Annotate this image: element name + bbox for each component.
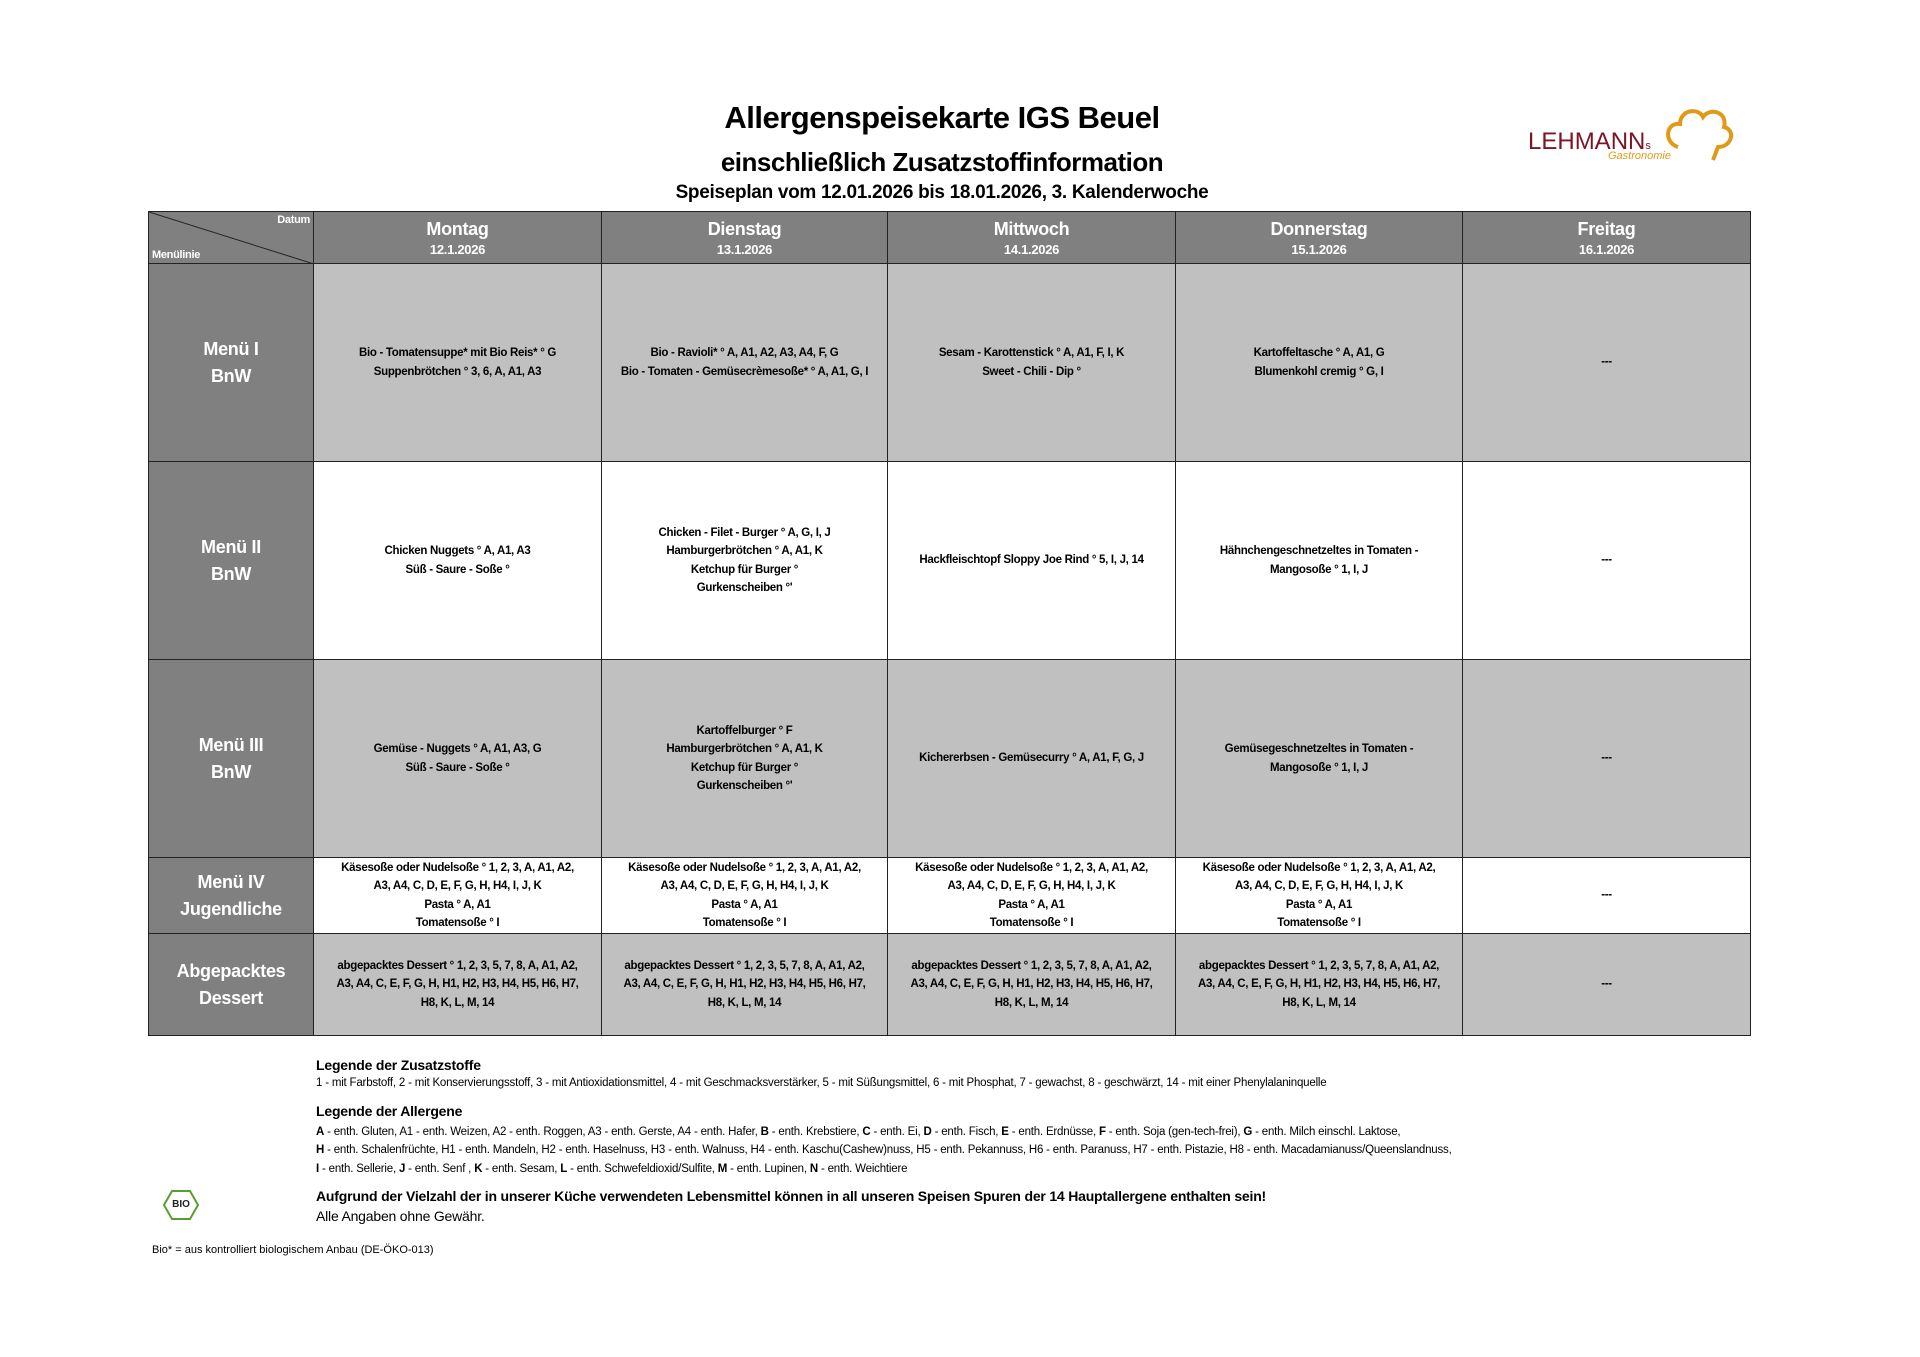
dish-line: --- [1601, 752, 1612, 765]
corner-cell [149, 212, 314, 264]
allergen-line [316, 1160, 1452, 1179]
dish-line: Gemüse - Nuggets ° A, A1, A3, G [373, 743, 542, 755]
additives-legend [316, 1057, 1326, 1089]
dish-line: abgepacktes Dessert ° 1, 2, 3, 5, 7, 8, A, A1, A2, [337, 959, 578, 972]
additives-title: Legende der Zusatzstoffe [316, 1057, 481, 1073]
dish-line: Bio - Tomaten - Gemüsecrèmesoße* ° A, A1, G, I [620, 365, 869, 378]
menu-line-label-text: BnW [210, 365, 252, 386]
menu-row [149, 934, 1751, 1036]
dish-line: A3, A4, C, D, E, F, G, H, H4, I, J, K [660, 880, 829, 892]
allergen-desc: - enth. Milch einschl. Laktose, [1252, 1125, 1401, 1138]
allergen-lines [316, 1123, 1452, 1179]
dish-line: Tomatensoße ° I [989, 917, 1074, 929]
day-date: 13.1.2026 [716, 241, 773, 257]
day-name: Donnerstag [1270, 218, 1368, 239]
dish-line: Ketchup für Burger ° [690, 563, 799, 576]
dish-line: --- [1601, 356, 1612, 369]
dish-line: Süß - Saure - Soße ° [405, 761, 510, 774]
menu-cell [602, 858, 888, 934]
dish-line: Tomatensoße ° I [415, 917, 500, 929]
allergen-code: B [760, 1125, 769, 1138]
allergen-desc: - enth. Lupinen, [727, 1162, 810, 1175]
dish-line: --- [1601, 554, 1612, 567]
dish-line: --- [1601, 889, 1612, 902]
logo-name: LEHMANN [1528, 128, 1646, 155]
day-header-mittwoch [888, 212, 1176, 264]
allergen-desc: - enth. Senf , [405, 1162, 475, 1175]
day-date: 12.1.2026 [429, 241, 486, 257]
menu-line-label-text: Dessert [199, 987, 263, 1008]
allergen-code: C [862, 1125, 871, 1138]
menu-cell [888, 264, 1176, 462]
dish-line: Pasta ° A, A1 [998, 898, 1065, 911]
allergen-desc: - enth. Schalenfrüchte, H1 - enth. Mandeln, H2 - enth. Haselnuss, H3 - enth. Walnuss, H4 - enth. Kaschu(Cashew)nuss, H5 - enth. Pekannuss, H6 - enth. Paranuss, H7 - enth. Pistazie, H8 - enth. Macadamianuss/Queenslandnuss, [324, 1144, 1452, 1156]
day-date: 16.1.2026 [1578, 241, 1635, 257]
dish-line: --- [1601, 978, 1612, 991]
menu-cell [1463, 934, 1751, 1036]
menu-cell [888, 462, 1176, 660]
menu-cell [314, 934, 602, 1036]
dish-line: A3, A4, C, E, F, G, H, H1, H2, H3, H4, H5, H6, H7, [623, 978, 866, 991]
allergen-code: I [316, 1162, 319, 1175]
dish-line: A3, A4, C, D, E, F, G, H, H4, I, J, K [1234, 880, 1404, 892]
menu-cell [314, 462, 602, 660]
menu-row [149, 660, 1751, 858]
dish-line: Tomatensoße ° I [702, 917, 787, 929]
menu-cell [1176, 934, 1463, 1036]
dish-line: Käsesoße oder Nudelsoße ° 1, 2, 3, A, A1, A2, [1202, 861, 1436, 874]
menu-cell [1176, 462, 1463, 660]
dish-line: abgepacktes Dessert ° 1, 2, 3, 5, 7, 8, A, A1, A2, [911, 959, 1152, 972]
allergen-code: L [560, 1162, 568, 1175]
dish-line: Süß - Saure - Soße ° [405, 563, 510, 576]
allergen-code: E [1001, 1125, 1009, 1138]
allergens-legend [316, 1102, 1452, 1178]
allergen-desc: - enth. Ei, [870, 1125, 924, 1138]
menu-cell [1463, 264, 1751, 462]
dish-line: Gurkenscheiben °' [696, 582, 793, 594]
bio-seal [163, 1190, 199, 1225]
day-name: Mittwoch [993, 218, 1070, 239]
dish-line: Ketchup für Burger ° [690, 761, 799, 774]
day-header-donnerstag [1176, 212, 1463, 264]
allergen-desc: - enth. Sellerie, [319, 1162, 399, 1175]
menu-line-label [149, 264, 314, 462]
page-subtitle: einschließlich Zusatzstoffinformation [720, 147, 1164, 177]
menu-line-label-text: BnW [210, 563, 252, 584]
menu-line-label-text: Menü III [198, 734, 264, 755]
bio-footnote: Bio* = aus kontrolliert biologischem Anbau (DE-ÖKO-013) [152, 1244, 434, 1256]
dish-line: Kichererbsen - Gemüsecurry ° A, A1, F, G, J [919, 752, 1144, 765]
dish-line: Hamburgerbrötchen ° A, A1, K [666, 743, 823, 755]
allergen-code: H [316, 1144, 325, 1156]
menu-cell [602, 660, 888, 858]
allergen-desc: - enth. Krebstiere, [768, 1125, 863, 1138]
menu-cell [888, 660, 1176, 858]
dish-line: Hackfleischtopf Sloppy Joe Rind ° 5, I, J, 14 [919, 554, 1144, 567]
menu-line-label [149, 934, 314, 1036]
day-name: Montag [426, 218, 489, 239]
dish-line: Gurkenscheiben °' [696, 780, 793, 792]
allergen-code: F [1098, 1125, 1106, 1138]
dish-line: Blumenkohl cremig ° G, I [1254, 365, 1384, 378]
day-name: Dienstag [707, 218, 782, 239]
day-header-dienstag [602, 212, 888, 264]
menu-cell [602, 934, 888, 1036]
dish-line: Sesam - Karottenstick ° A, A1, F, I, K [938, 347, 1125, 359]
allergen-desc: - enth. Sesam, [482, 1162, 561, 1175]
dish-line: abgepacktes Dessert ° 1, 2, 3, 5, 7, 8, A, A1, A2, [1198, 959, 1440, 972]
allergen-code: A [316, 1125, 325, 1138]
additives-text: 1 - mit Farbstoff, 2 - mit Konservierungsstoff, 3 - mit Antioxidationsmittel, 4 - mit Geschmacksverstärker, 5 - mit Süßungsmittel, 6 - mit Phosphat, 7 - gewachst, 8 - geschwärzt, 14 - mit einer Phenylalaninquelle [316, 1077, 1327, 1089]
allergen-code: J [398, 1162, 406, 1175]
dish-line: Chicken - Filet - Burger ° A, G, I, J [658, 526, 831, 539]
menu-cell [314, 660, 602, 858]
day-date: 15.1.2026 [1291, 241, 1347, 257]
menu-cell [1463, 858, 1751, 934]
menu-line-label [149, 858, 314, 934]
day-header-montag [314, 212, 602, 264]
dish-line: H8, K, L, M, 14 [707, 996, 782, 1009]
dish-line: A3, A4, C, D, E, F, G, H, H4, I, J, K [947, 880, 1116, 892]
allergen-desc: - enth. Erdnüsse, [1008, 1125, 1099, 1138]
dish-line: A3, A4, C, E, F, G, H, H1, H2, H3, H4, H5, H6, H7, [1197, 978, 1441, 991]
dish-line: Pasta ° A, A1 [711, 898, 778, 911]
menu-line-label-text: Menü IV [197, 871, 265, 892]
allergen-desc: - enth. Gluten, A1 - enth. Weizen, A2 - enth. Roggen, A3 - enth. Gerste, A4 - enth. Hafer, [324, 1125, 761, 1138]
dish-line: Tomatensoße ° I [1277, 917, 1361, 929]
dish-line: Mangosoße ° 1, I, J [1270, 563, 1368, 576]
dish-line: H8, K, L, M, 14 [994, 996, 1069, 1009]
menu-line-label-text: BnW [210, 761, 252, 782]
dish-line: Käsesoße oder Nudelsoße ° 1, 2, 3, A, A1, A2, [628, 861, 861, 874]
menu-line-label [149, 660, 314, 858]
period-heading: Speiseplan vom 12.01.2026 bis 18.01.2026, 3. Kalenderwoche [675, 182, 1209, 203]
allergen-code: G [1243, 1125, 1253, 1138]
allergen-code: K [474, 1162, 483, 1175]
dish-line: abgepacktes Dessert ° 1, 2, 3, 5, 7, 8, A, A1, A2, [624, 959, 865, 972]
dish-line: Bio - Tomatensuppe* mit Bio Reis* ° G [358, 347, 557, 359]
dish-line: Hamburgerbrötchen ° A, A1, K [666, 545, 823, 557]
day-name: Freitag [1577, 218, 1636, 239]
menu-line-label-text: Jugendliche [180, 898, 282, 919]
dish-line: Gemüsegeschnetzeltes in Tomaten - [1224, 743, 1414, 755]
menu-line-label-text: Menü I [203, 338, 259, 359]
menu-cell [602, 462, 888, 660]
day-header-freitag [1463, 212, 1751, 264]
allergen-desc: - enth. Fisch, [931, 1125, 1002, 1138]
dish-line: Pasta ° A, A1 [424, 898, 491, 911]
disclaimer: Alle Angaben ohne Gewähr. [316, 1208, 485, 1224]
menu-cell [1463, 660, 1751, 858]
corner-datum: Datum [277, 214, 310, 226]
allergen-line [316, 1141, 1452, 1160]
dish-line: H8, K, L, M, 14 [420, 996, 495, 1009]
dish-line: Kartoffeltasche ° A, A1, G [1253, 347, 1385, 359]
menu-row [149, 462, 1751, 660]
dish-line: A3, A4, C, D, E, F, G, H, H4, I, J, K [373, 880, 542, 892]
dish-line: Suppenbrötchen ° 3, 6, A, A1, A3 [373, 365, 542, 378]
menu-cell [1176, 858, 1463, 934]
allergen-code: D [923, 1125, 932, 1138]
menu-line-label-text: Menü II [201, 536, 261, 557]
menu-line-label [149, 462, 314, 660]
menu-cell [888, 858, 1176, 934]
corner-menulinie: Menülinie [152, 249, 201, 261]
menu-cell [1176, 264, 1463, 462]
menu-cell [314, 858, 602, 934]
svg-text:BIO: BIO [172, 1199, 190, 1210]
dish-line: Chicken Nuggets ° A, A1, A3 [384, 545, 531, 557]
menu-cell [1176, 660, 1463, 858]
menu-line-label-text: Abgepacktes [176, 960, 286, 981]
dish-line: Käsesoße oder Nudelsoße ° 1, 2, 3, A, A1, A2, [915, 861, 1148, 874]
allergen-desc: - enth. Soja (gen-tech-frei), [1105, 1125, 1244, 1138]
allergen-warning: Aufgrund der Vielzahl der in unserer Küche verwendeten Lebensmittel können in all unseren Speisen Spuren der 14 Hauptallergene enthalten sein! [316, 1188, 1267, 1204]
lehmanns-logo [1528, 102, 1728, 172]
logo-s: s [1645, 140, 1651, 152]
day-date: 14.1.2026 [1003, 241, 1060, 257]
dish-line: Bio - Ravioli* ° A, A1, A2, A3, A4, F, G [650, 347, 839, 359]
menu-cell [888, 934, 1176, 1036]
menu-row [149, 858, 1751, 934]
dish-line: Hähnchengeschnetzeltes in Tomaten - [1219, 545, 1419, 557]
allergen-code: N [809, 1162, 818, 1175]
allergens-title: Legende der Allergene [316, 1103, 463, 1119]
logo-subtext: Gastronomie [1608, 150, 1671, 162]
menu-table [148, 211, 1751, 1036]
dish-line: Pasta ° A, A1 [1285, 898, 1353, 911]
allergen-desc: - enth. Schwefeldioxid/Sulfite, [567, 1162, 718, 1175]
dish-line: Sweet - Chili - Dip ° [982, 365, 1081, 378]
bio-seal-icon [163, 1190, 199, 1220]
menu-cell [602, 264, 888, 462]
allergen-desc: - enth. Weichtiere [817, 1162, 908, 1175]
page-title: Allergenspeisekarte IGS Beuel [724, 100, 1160, 135]
menu-cell [1463, 462, 1751, 660]
allergen-code: M [717, 1162, 728, 1175]
menu-cell [314, 264, 602, 462]
dish-line: H8, K, L, M, 14 [1282, 996, 1356, 1009]
dish-line: Kartoffelburger ° F [696, 724, 793, 737]
header-row [149, 212, 1751, 264]
dish-line: A3, A4, C, E, F, G, H, H1, H2, H3, H4, H5, H6, H7, [336, 978, 579, 991]
dish-line: Mangosoße ° 1, I, J [1270, 761, 1368, 774]
dish-line: Käsesoße oder Nudelsoße ° 1, 2, 3, A, A1, A2, [341, 861, 574, 874]
allergen-line [316, 1123, 1452, 1142]
menu-row [149, 264, 1751, 462]
dish-line: A3, A4, C, E, F, G, H, H1, H2, H3, H4, H5, H6, H7, [910, 978, 1153, 991]
